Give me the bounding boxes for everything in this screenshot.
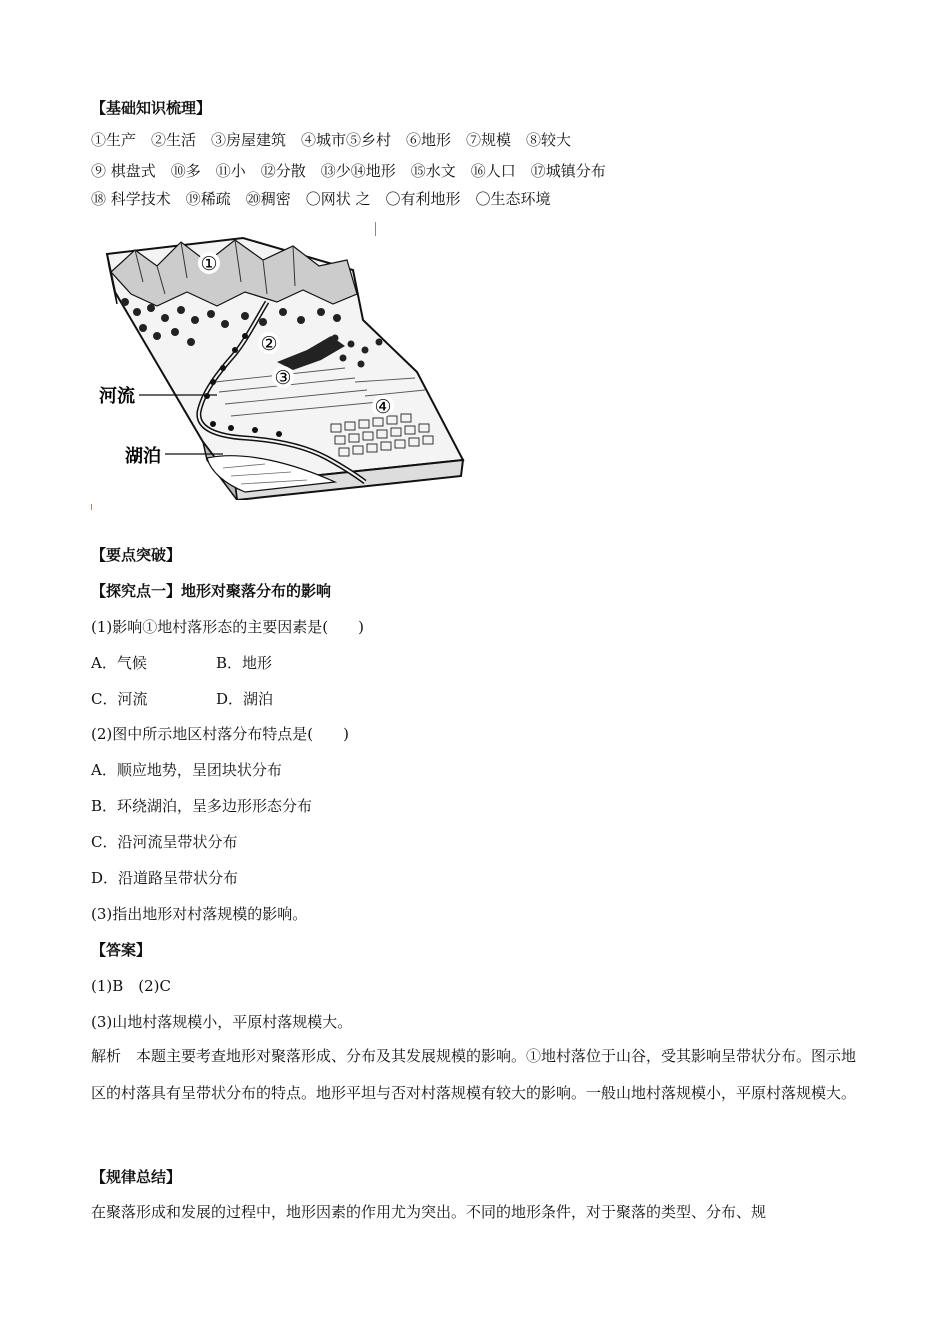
summary-heading: 【规律总结】	[91, 1168, 182, 1186]
key-points-heading: 【要点突破】	[91, 546, 182, 564]
label-lake: 湖泊	[125, 446, 161, 467]
basic-knowledge-line-3: ⑱ 科学技术 ⑲稀疏 ⑳稠密 〇网状 之 〇有利地形 〇生态环境	[91, 190, 551, 208]
settlement-block-diagram	[95, 232, 470, 500]
answer-line-1: (1)B (2)C	[91, 977, 171, 995]
basic-knowledge-heading: 【基础知识梳理】	[91, 99, 212, 117]
basic-knowledge-line-1: ①生产 ②生活 ③房屋建筑 ④城市⑤乡村 ⑥地形 ⑦规模 ⑧较大	[91, 131, 572, 149]
question-2-option-c: C．沿河流呈带状分布	[91, 833, 238, 851]
answer-analysis: 解析 本题主要考查地形对聚落形成、分布及其发展规模的影响。①地村落位于山谷，受其影响呈带状分布。图示地区的村落具有呈带状分布的特点。地形平坦与否对村落规模有较大的影响。一般山地村落规模小，平原村落规模大。	[91, 1047, 857, 1102]
question-3: (3)指出地形对村落规模的影响。	[91, 905, 308, 923]
marker-2: ②	[260, 333, 278, 355]
question-2-option-a: A．顺应地势，呈团块状分布	[91, 761, 282, 779]
scan-mark	[91, 504, 92, 510]
question-2: (2)图中所示地区村落分布特点是( )	[91, 725, 349, 743]
question-1-option-c: C．河流	[91, 690, 148, 708]
question-1-option-b: B．地形	[216, 654, 273, 672]
answer-line-2: (3)山地村落规模小，平原村落规模大。	[91, 1013, 353, 1031]
question-2-option-b: B．环绕湖泊，呈多边形形态分布	[91, 797, 313, 815]
answer-heading: 【答案】	[91, 941, 152, 959]
question-1-option-d: D．湖泊	[216, 690, 274, 708]
question-1-option-a: A．气候	[91, 654, 147, 672]
topic-heading: 【探究点一】地形对聚落分布的影响	[91, 582, 332, 600]
question-2-option-d: D．沿道路呈带状分布	[91, 869, 239, 887]
summary-text: 在聚落形成和发展的过程中，地形因素的作用尤为突出。不同的地形条件，对于聚落的类型、分布、规	[91, 1203, 767, 1221]
question-1: (1)影响①地村落形态的主要因素是( )	[91, 618, 364, 636]
marker-3: ③	[274, 367, 292, 389]
label-river: 河流	[99, 386, 135, 407]
marker-1: ①	[200, 253, 218, 275]
basic-knowledge-line-2: ⑨ 棋盘式 ⑩多 ⑪小 ⑫分散 ⑬少⑭地形 ⑮水文 ⑯人口 ⑰城镇分布	[91, 162, 606, 180]
marker-4: ④	[374, 396, 392, 418]
